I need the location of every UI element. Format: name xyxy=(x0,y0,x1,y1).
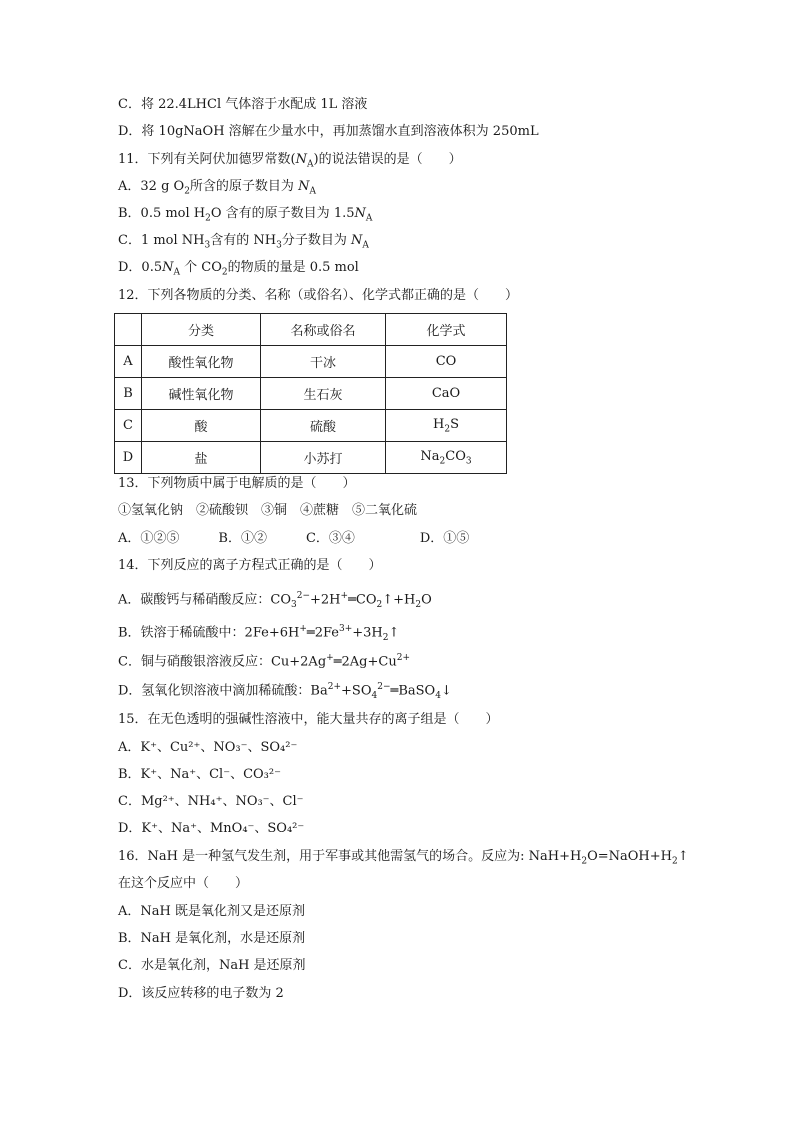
table-row xyxy=(115,442,507,474)
question-11: 11．下列有关阿伏加德罗常数$(N_A)$的说法错误的是（ ） xyxy=(118,152,462,170)
option-d-prev: D．将 10gNaOH 溶解在少量水中，再加蒸馏水直到溶液体积为 250mL xyxy=(118,124,539,139)
q13-options: A．①②⑤ B．①② C．③④ D．①⑤ xyxy=(118,531,470,546)
table-cell: 酸 xyxy=(142,410,261,442)
table-header-cell xyxy=(115,314,142,346)
question-16: 16．NaH 是一种氢气发生剂，用于军事或其他需氢气的场合。反应为: $NaH+H_2O=NaOH+H_2↑$ xyxy=(118,849,689,867)
table-cell: 生石灰 xyxy=(261,378,386,410)
question-16-cont: 在这个反应中（ ） xyxy=(118,876,249,891)
q11-option-a: A．32 g $O_2$所含的原子数目为 $N_A$ xyxy=(118,179,316,197)
table-cell: A xyxy=(115,346,142,378)
q13-items: ①氢氧化钠 ②硫酸钡 ③铜 ④蔗糖 ⑤二氧化硫 xyxy=(118,503,418,518)
q11-option-c: C．1 mol $NH_3$含有的 $NH_3$分子数目为 $N_A$ xyxy=(118,233,369,251)
table-cell: 碱性氧化物 xyxy=(142,378,261,410)
table-header-cell: 分类 xyxy=(142,314,261,346)
classification-table xyxy=(114,313,507,474)
q14-option-d: D．氢氧化钡溶液中滴加稀硫酸：$Ba^{2+}+SO_4^{2-}═BaSO_4↓$ xyxy=(118,682,452,701)
q14-option-b: B．铁溶于稀硫酸中：$2Fe+6H^+═2Fe^{3+}+3H_2↑$ xyxy=(118,624,400,643)
question-13: 13．下列物质中属于电解质的是（ ） xyxy=(118,476,356,491)
table-row xyxy=(115,410,507,442)
table-cell: $Na_2CO_3$ xyxy=(386,442,507,474)
q15-option-d: D．K⁺、Na⁺、MnO₄⁻、SO₄²⁻ xyxy=(118,821,305,836)
q16-option-c: C．水是氧化剂，NaH 是还原剂 xyxy=(118,958,306,973)
table-cell: 盐 xyxy=(142,442,261,474)
q16-option-b: B．NaH 是氧化剂，水是还原剂 xyxy=(118,931,306,946)
q14-option-a: A．碳酸钙与稀硝酸反应：$CO_3^{2-}+2H^+═CO_2↑+H_2O$ xyxy=(118,591,432,610)
table-cell: 小苏打 xyxy=(261,442,386,474)
table-header-cell: 名称或俗名 xyxy=(261,314,386,346)
q15-option-b: B．K⁺、Na⁺、Cl⁻、CO₃²⁻ xyxy=(118,767,281,782)
question-12: 12．下列各物质的分类、名称（或俗名）、化学式都正确的是（ ） xyxy=(118,288,519,303)
table-row xyxy=(115,378,507,410)
table-cell: CaO xyxy=(386,378,507,410)
q16-option-d: D．该反应转移的电子数为 2 xyxy=(118,986,284,1001)
table-cell: 酸性氧化物 xyxy=(142,346,261,378)
q14-option-c: C．铜与硝酸银溶液反应：$Cu+2Ag^+═2Ag+Cu^{2+}$ xyxy=(118,653,410,670)
table-cell: 干冰 xyxy=(261,346,386,378)
table-row xyxy=(115,346,507,378)
question-15: 15．在无色透明的强碱性溶液中，能大量共存的离子组是（ ） xyxy=(118,712,499,727)
table-cell: CO xyxy=(386,346,507,378)
table-cell: C xyxy=(115,410,142,442)
table-cell: 硫酸 xyxy=(261,410,386,442)
table-cell: $H_2S$ xyxy=(386,410,507,442)
table-cell: D xyxy=(115,442,142,474)
q16-option-a: A．NaH 既是氧化剂又是还原剂 xyxy=(118,904,305,919)
table-header-cell: 化学式 xyxy=(386,314,507,346)
q11-option-d: D．$0.5N_A$ 个 $CO_2$的物质的量是 0.5 mol xyxy=(118,260,359,278)
q15-option-a: A．K⁺、Cu²⁺、NO₃⁻、SO₄²⁻ xyxy=(118,740,298,755)
table-header-row xyxy=(115,314,507,346)
table-cell: B xyxy=(115,378,142,410)
option-c-prev: C．将 22.4LHCl 气体溶于水配成 1L 溶液 xyxy=(118,97,368,112)
q11-option-b: B．0.5 mol $H_2O$ 含有的原子数目为 $1.5N_A$ xyxy=(118,206,373,224)
q15-option-c: C．Mg²⁺、NH₄⁺、NO₃⁻、Cl⁻ xyxy=(118,794,304,809)
question-14: 14．下列反应的离子方程式正确的是（ ） xyxy=(118,558,382,573)
